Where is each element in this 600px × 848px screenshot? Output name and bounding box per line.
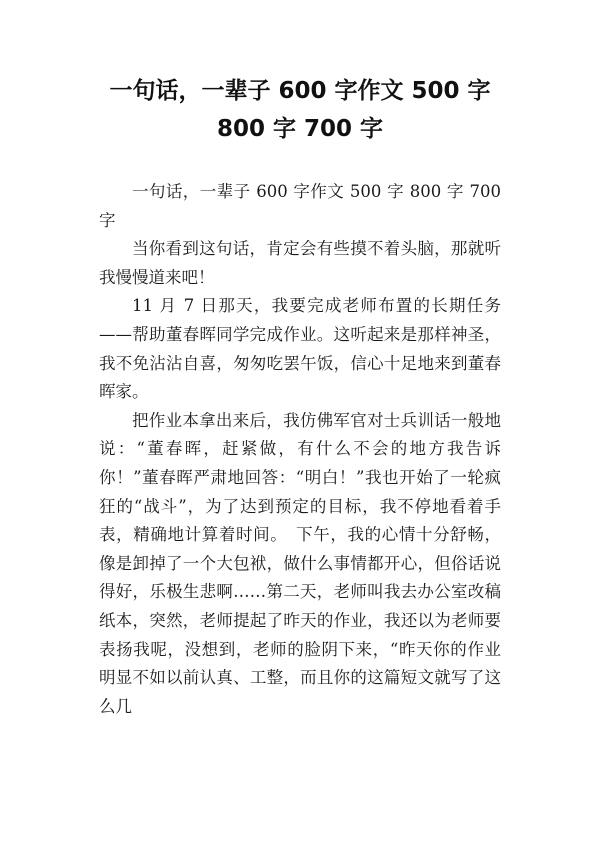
paragraph-3: 11 月 7 日那天，我要完成老师布置的长期任务——帮助董春晖同学完成作业。这听起来是那样神圣，我不免沾沾自喜，匆匆吃罢午饭，信心十足地来到董春晖家。 [99, 296, 501, 402]
paragraph-2: 当你看到这句话，肯定会有些摸不着头脑，那就听我慢慢道来吧！ [99, 239, 501, 287]
paragraph-1: 一句话，一辈子 600 字作文 500 字 800 字 700 字 [99, 182, 501, 230]
title-line-1: 一句话，一辈子 600 字作文 500 字 [109, 78, 491, 104]
title-line-2: 800 字 700 字 [216, 116, 384, 142]
document-title [60, 72, 540, 148]
paragraph-4: 把作业本拿出来后，我仿佛军官对士兵训话一般地说：“董春晖，赶紧做，有什么不会的地方我告诉你！”董春晖严肃地回答：“明白！”我也开始了一轮疯狂的“战斗”，为了达到预定的目标，我不停地看着手表，精确地计算着时间。 下午，我的心情十分舒畅，像是卸掉了一个大包袱，做什么事情都开心，但俗话说得好，乐极生悲啊……第二天，老师叫我去办公室改稿纸本，突然，老师提起了昨天的作业，我还以为老师要表扬我呢，没想到，老师的脸阴下来，“昨天你的作业明显不如以前认真、工整，而且你的这篇短文就写了这么几 [99, 410, 501, 716]
document-body [99, 178, 501, 721]
